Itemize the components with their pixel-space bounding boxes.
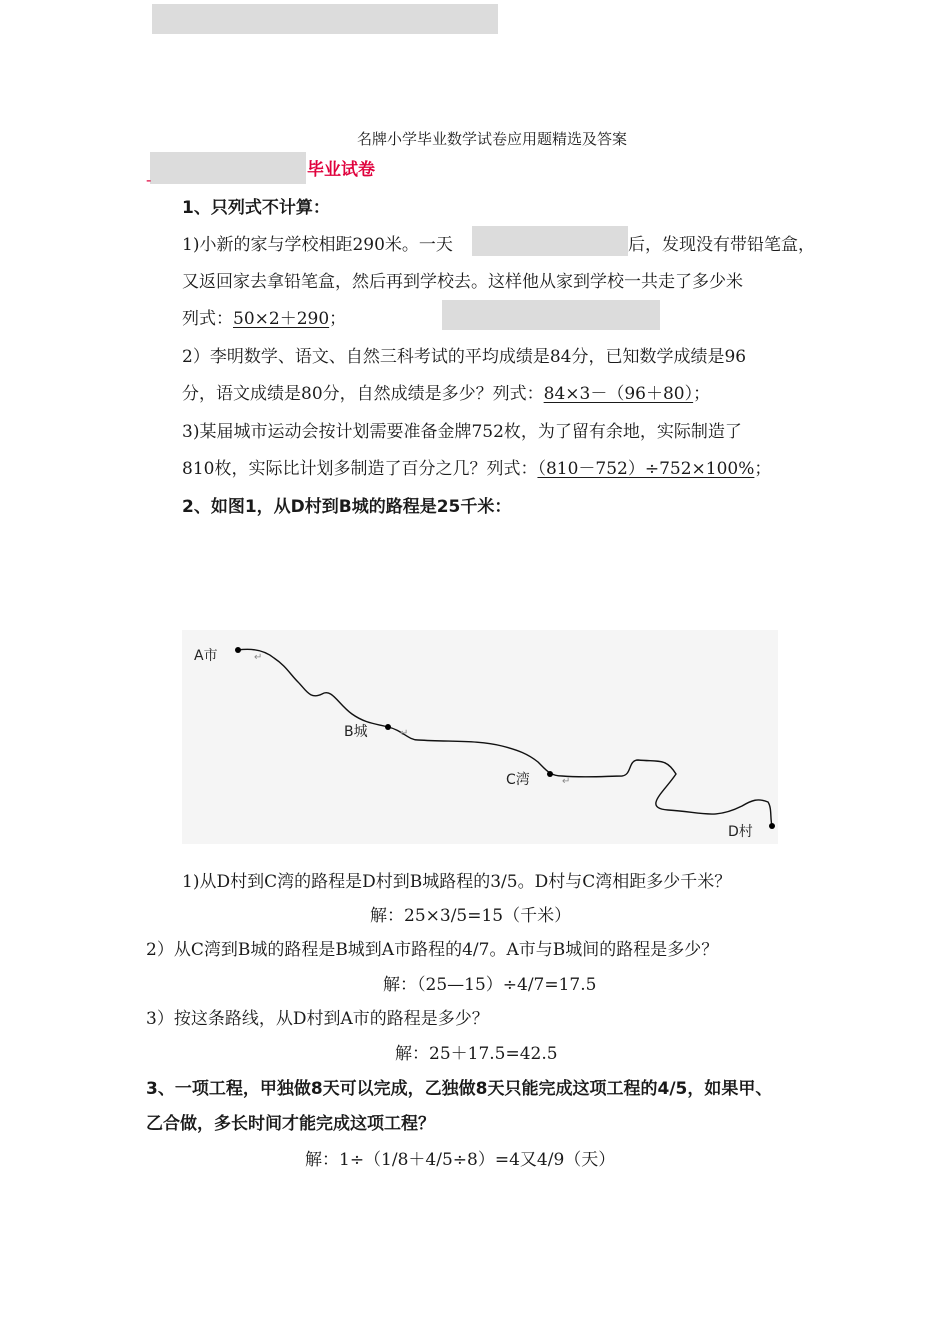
q2-sol3: 解：25＋17.5=42.5 bbox=[395, 1044, 558, 1064]
label-a-city: A市 bbox=[194, 648, 218, 664]
point-d-marker bbox=[769, 823, 775, 829]
redacted-header-block bbox=[152, 4, 498, 34]
q1-p2-line1: 2）李明数学、语文、自然三科考试的平均成绩是84分，已知数学成绩是96 bbox=[182, 347, 747, 367]
return-mark-icon: ↵ bbox=[562, 776, 571, 787]
route-line bbox=[238, 649, 772, 826]
route-map-figure bbox=[182, 630, 778, 844]
point-a-marker bbox=[235, 647, 241, 653]
q1-heading: 1、只列式不计算： bbox=[182, 198, 330, 218]
redacted-inline-text bbox=[472, 226, 628, 256]
q3-line2: 乙合做，多长时间才能完成这项工程？ bbox=[146, 1114, 435, 1134]
q1-p1-line2: 又返回家去拿铅笔盒，然后再到学校去。这样他从家到学校一共走了多少米 bbox=[182, 272, 743, 292]
q2-sol2: 解：（25—15）÷4/7=17.5 bbox=[383, 975, 597, 995]
redacted-inline-block bbox=[442, 300, 660, 330]
q2-sub2: 2）从C湾到B城的路程是B城到A市路程的4/7。A市与B城间的路程是多少？ bbox=[146, 940, 719, 960]
route-map-svg bbox=[182, 630, 778, 844]
q2-heading: 2、如图1，从D村到B城的路程是25千米： bbox=[182, 497, 512, 517]
point-b-marker bbox=[385, 724, 391, 730]
label-b-town: B城 bbox=[344, 724, 368, 740]
point-c-marker bbox=[547, 771, 553, 777]
q1-p1-line3: 列式：50×2＋290； bbox=[182, 309, 347, 329]
q1-p1-line1-start: 1)小新的家与学校相距290米。一天 bbox=[182, 235, 453, 255]
label-c-bay: C湾 bbox=[506, 772, 530, 788]
q2-sub1: 1)从D村到C湾的路程是D村到B城路程的3/5。D村与C湾相距多少千米？ bbox=[182, 872, 732, 892]
q1-p2-line2: 分，语文成绩是80分，自然成绩是多少？列式：84×3－（96＋80）； bbox=[182, 384, 711, 404]
page-title: 名牌小学毕业数学试卷应用题精选及答案 bbox=[357, 130, 628, 148]
formula-label: 列式： bbox=[182, 309, 233, 329]
q3-line1: 3、一项工程，甲独做8天可以完成，乙独做8天只能完成这项工程的4/5，如果甲、 bbox=[146, 1079, 773, 1099]
return-mark-icon: ↵ bbox=[400, 728, 409, 739]
q3-sol: 解：1÷（1/8＋4/5÷8）=4又4/9（天） bbox=[305, 1150, 616, 1170]
formula-answer: 50×2＋290 bbox=[233, 309, 330, 329]
q1-p3-line1: 3)某届城市运动会按计划需要准备金牌752枚，为了留有余地，实际制造了 bbox=[182, 422, 742, 442]
q1-p1-line1-end: 后，发现没有带铅笔盒， bbox=[628, 235, 815, 255]
section-heading-dash: - bbox=[146, 170, 152, 189]
q2-sol1: 解：25×3/5=15（千米） bbox=[370, 906, 572, 926]
label-d-village: D村 bbox=[728, 824, 753, 840]
formula-answer: （810－752）÷752×100% bbox=[537, 459, 755, 479]
return-mark-icon: ↵ bbox=[254, 652, 263, 663]
q1-p3-line2: 810枚，实际比计划多制造了百分之几？列式：（810－752）÷752×100%； bbox=[182, 459, 772, 479]
formula-answer: 84×3－（96＋80） bbox=[543, 384, 694, 404]
q2-sub3: 3）按这条路线，从D村到A市的路程是多少？ bbox=[146, 1009, 489, 1029]
redacted-section-prefix bbox=[150, 152, 306, 184]
section-heading: 毕业试卷 bbox=[307, 160, 375, 180]
